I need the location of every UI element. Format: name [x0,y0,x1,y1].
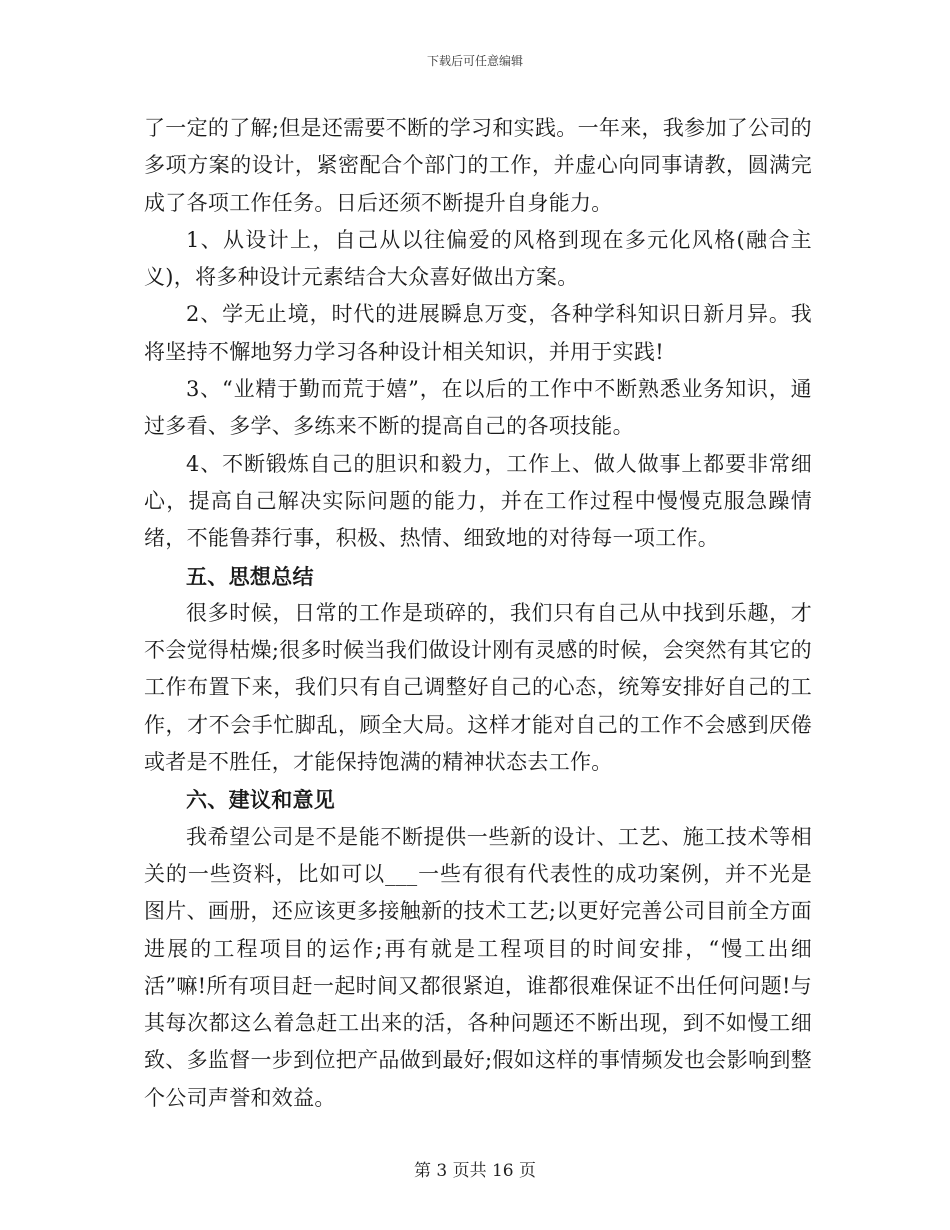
paragraph-thoughts-summary: 很多时候，日常的工作是琐碎的，我们只有自己从中找到乐趣，才不会觉得枯燥;很多时候当我们做设计刚有灵感的时候，会突然有其它的工作布置下来，我们只有自己调整好自己的心态，统筹安排好自己的工作，才不会手忙脚乱，顾全大局。这样才能对自己的工作不会感到厌倦或者是不胜任，才能保持饱满的精神状态去工作。 [144,600,812,775]
paragraph-suggestions: 我希望公司是不是能不断提供一些新的设计、工艺、施工技术等相关的一些资料，比如可以___一些有很有代表性的成功案例，并不光是图片、画册，还应该更多接触新的技术工艺;以更好完善公司目前全方面进展的工程项目的运作;再有就是工程项目的时间安排，“慢工出细活”嘛!所有项目赶一起时间又都很紧迫，谁都很难保证不出任何问题!与其每次都这么着急赶工出来的活，各种问题还不断出现，到不如慢工细致、多监督一步到位把产品做到最好;假如这样的事情频发也会影响到整个公司声誉和效益。 [144,824,812,1110]
list-item-4: 4、不断锻炼自己的胆识和毅力，工作上、做人做事上都要非常细心，提高自己解决实际问题的能力，并在工作过程中慢慢克服急躁情绪，不能鲁莽行事，积极、热情、细致地的对待每一项工作。 [144,451,812,551]
list-item-3: 3、“业精于勤而荒于嬉”，在以后的工作中不断熟悉业务知识，通过多看、多学、多练来不断的提高自己的各项技能。 [144,377,812,439]
document-body [144,110,812,1117]
page-header: 下载后可任意编辑 [426,54,523,68]
section-heading-suggestions: 六、建议和意见 [186,787,336,813]
list-item-1: 1、从设计上，自己从以往偏爱的风格到现在多元化风格(融合主义)，将多种设计元素结合大众喜好做出方案。 [144,227,812,290]
paragraph-intro-continued: 了一定的了解;但是还需要不断的学习和实践。一年来，我参加了公司的多项方案的设计，紧密配合个部门的工作，并虚心向同事请教，圆满完成了各项工作任务。日后还须不断提升自身能力。 [144,116,812,215]
list-item-2: 2、学无止境，时代的进展瞬息万变，各种学科知识日新月异。我将坚持不懈地努力学习各种设计相关知识，并用于实践! [144,302,812,364]
section-heading-thoughts-summary: 五、思想总结 [186,563,314,589]
page-number: 第 3 页共 16 页 [413,1161,537,1181]
